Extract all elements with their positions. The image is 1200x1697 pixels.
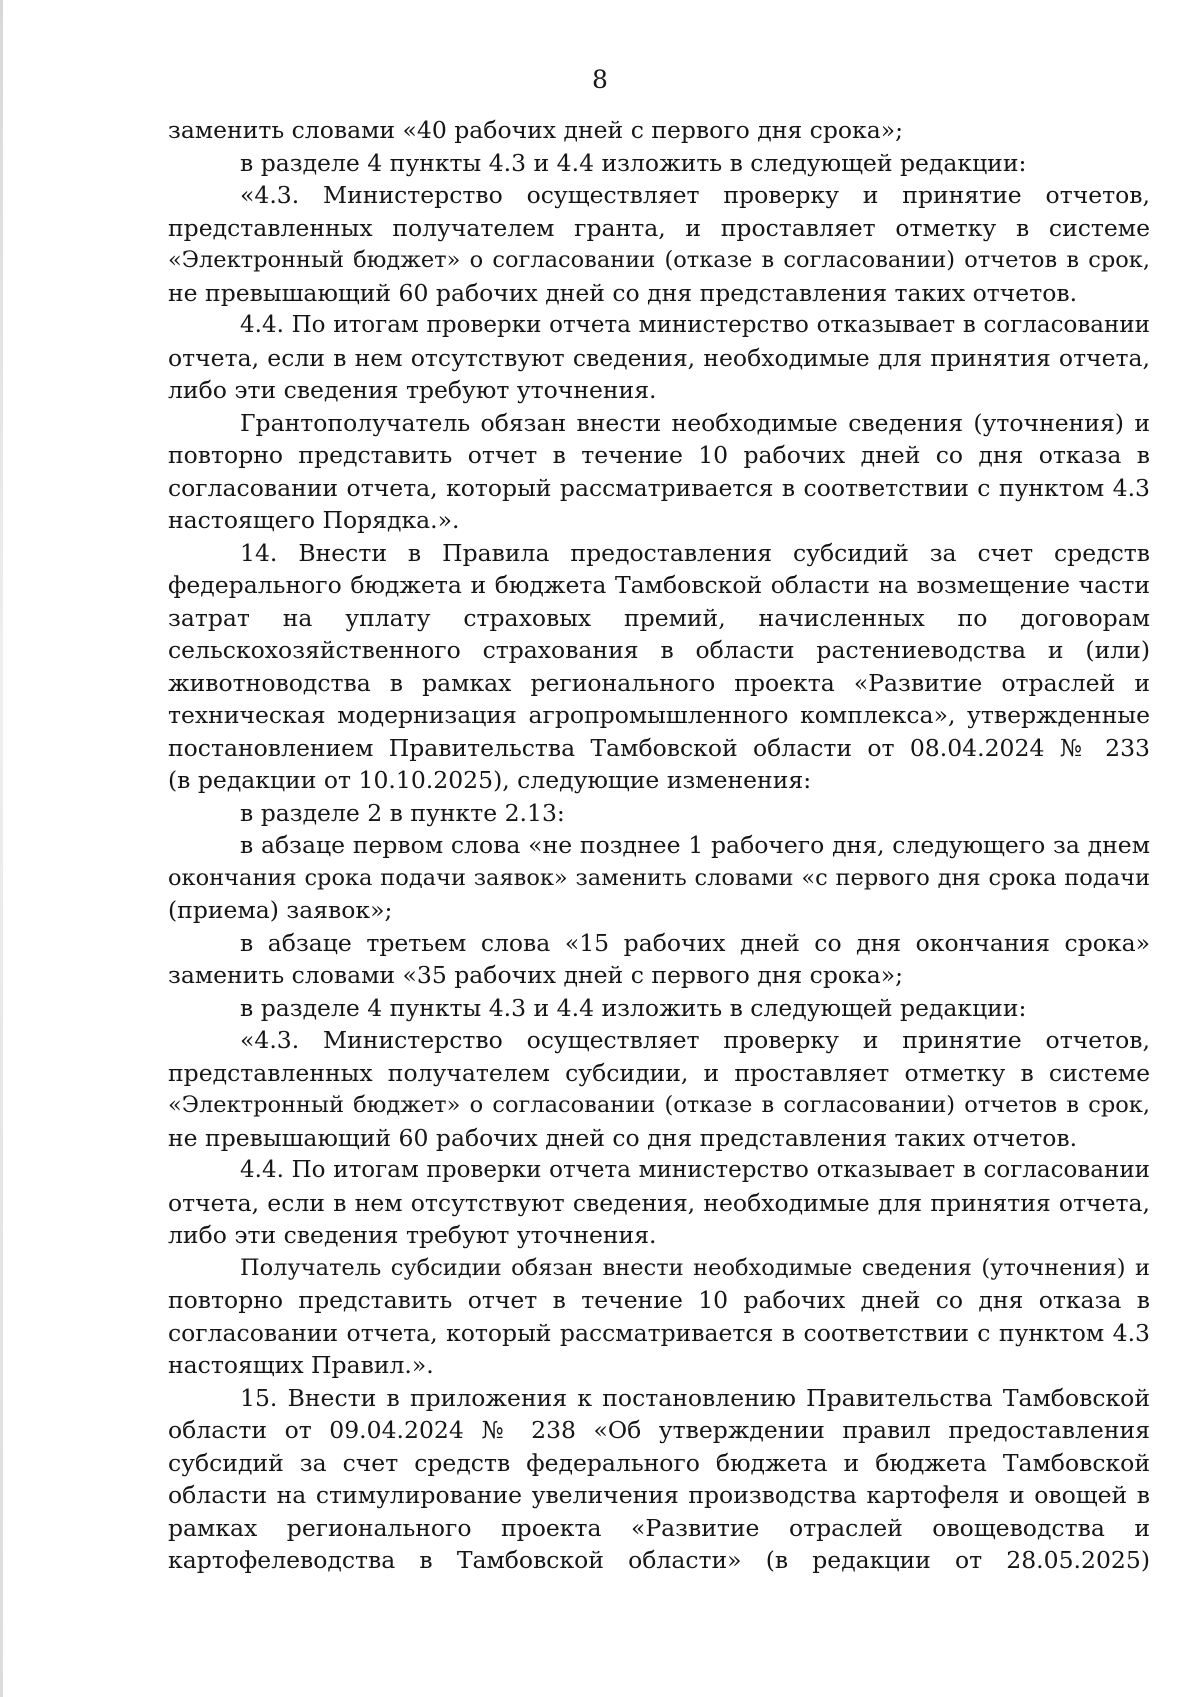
text-line: животноводства в рамках регионального проекта «Развитие отраслей и [168, 668, 1150, 697]
text-line: в абзаце третьем слова «15 рабочих дней со дня окончания срока» [240, 928, 1150, 957]
text-line: либо эти сведения требуют уточнения. [168, 1221, 657, 1249]
text-line: согласовании отчета, который рассматривается в соответствии с пунктом 4.3 [168, 473, 1150, 502]
text-line: 15. Внести в приложения к постановлению Правительства Тамбовской [240, 1383, 1150, 1412]
text-line: 4.4. По итогам проверки отчета министерство отказывает в согласовании [240, 1157, 1150, 1183]
text-line: заменить словами «40 рабочих дней с первого дня срока»; [168, 116, 904, 144]
text-line: затрат на уплату страховых премий, начисленных по договорам [168, 603, 1150, 632]
text-line: отчета, если в нем отсутствуют сведения, необходимые для принятия отчета, [168, 343, 1150, 372]
text-line: настоящего Порядка.». [168, 506, 460, 534]
text-line: техническая модернизация агропромышленного комплекса», утвержденные [168, 701, 1150, 729]
text-line: картофелеводства в Тамбовской области» (в редакции от 28.05.2025) [168, 1546, 1150, 1574]
text-line: области на стимулирование увеличения производства картофеля и овощей в [168, 1481, 1150, 1509]
text-line: окончания срока подачи заявок» заменить словами «с первого дня срока подачи [168, 864, 1150, 891]
text-line: Грантополучатель обязан внести необходимые сведения (уточнения) и [240, 408, 1150, 437]
text-line: Получатель субсидии обязан внести необходимые сведения (уточнения) и [240, 1254, 1150, 1281]
text-line: не превышающий 60 рабочих дней со дня представления таких отчетов. [168, 1123, 1078, 1152]
text-line: 4.4. По итогам проверки отчета министерство отказывает в согласовании [240, 312, 1150, 338]
text-line: 14. Внести в Правила предоставления субсидий за счет средств [240, 538, 1150, 567]
text-line: согласовании отчета, который рассматривается в соответствии с пунктом 4.3 [168, 1318, 1150, 1347]
text-line: сельскохозяйственного страхования в области растениеводства и (или) [168, 636, 1150, 664]
text-line: не превышающий 60 рабочих дней со дня представления таких отчетов. [168, 278, 1078, 307]
text-line: «4.3. Министерство осуществляет проверку и принятие отчетов, [240, 181, 1150, 209]
text-line: рамках регионального проекта «Развитие отраслей овощеводства и [168, 1513, 1150, 1542]
text-line: области от 09.04.2024 № 238 «Об утверждении правил предоставления [168, 1416, 1150, 1444]
text-line: постановлением Правительства Тамбовской области от 08.04.2024 № 233 [168, 733, 1150, 762]
text-line: заменить словами «35 рабочих дней с первого дня срока»; [168, 961, 904, 989]
text-line: федерального бюджета и бюджета Тамбовской области на возмещение части [168, 571, 1150, 599]
text-line: «Электронный бюджет» о согласовании (отказе в согласовании) отчетов в срок, [168, 247, 1150, 273]
text-line: субсидий за счет средств федерального бюджета и бюджета Тамбовской [168, 1448, 1150, 1477]
text-line: повторно представить отчет в течение 10 рабочих дней со дня отказа в [168, 1286, 1150, 1314]
text-line: в разделе 2 в пункте 2.13: [240, 798, 565, 827]
text-line: «4.3. Министерство осуществляет проверку и принятие отчетов, [240, 1026, 1150, 1054]
text-line: (в редакции от 10.10.2025), следующие изменения: [168, 766, 812, 794]
text-line: либо эти сведения требуют уточнения. [168, 376, 657, 404]
document-body [168, 114, 1150, 1577]
page-number: 8 [592, 65, 608, 94]
text-line: в разделе 4 пункты 4.3 и 4.4 изложить в следующей редакции: [240, 993, 1027, 1022]
text-line: настоящих Правил.». [168, 1351, 434, 1379]
scan-edge [0, 0, 3, 1697]
text-line: представленных получателем гранта, и проставляет отметку в системе [168, 213, 1150, 242]
text-line: отчета, если в нем отсутствуют сведения, необходимые для принятия отчета, [168, 1188, 1150, 1217]
text-line: повторно представить отчет в течение 10 рабочих дней со дня отказа в [168, 441, 1150, 469]
text-line: в разделе 4 пункты 4.3 и 4.4 изложить в следующей редакции: [240, 148, 1027, 177]
text-line: «Электронный бюджет» о согласовании (отказе в согласовании) отчетов в срок, [168, 1092, 1150, 1118]
text-line: представленных получателем субсидии, и проставляет отметку в системе [168, 1058, 1150, 1087]
text-line: (приема) заявок»; [168, 896, 393, 924]
text-line: в абзаце первом слова «не позднее 1 рабочего дня, следующего за днем [240, 831, 1150, 859]
